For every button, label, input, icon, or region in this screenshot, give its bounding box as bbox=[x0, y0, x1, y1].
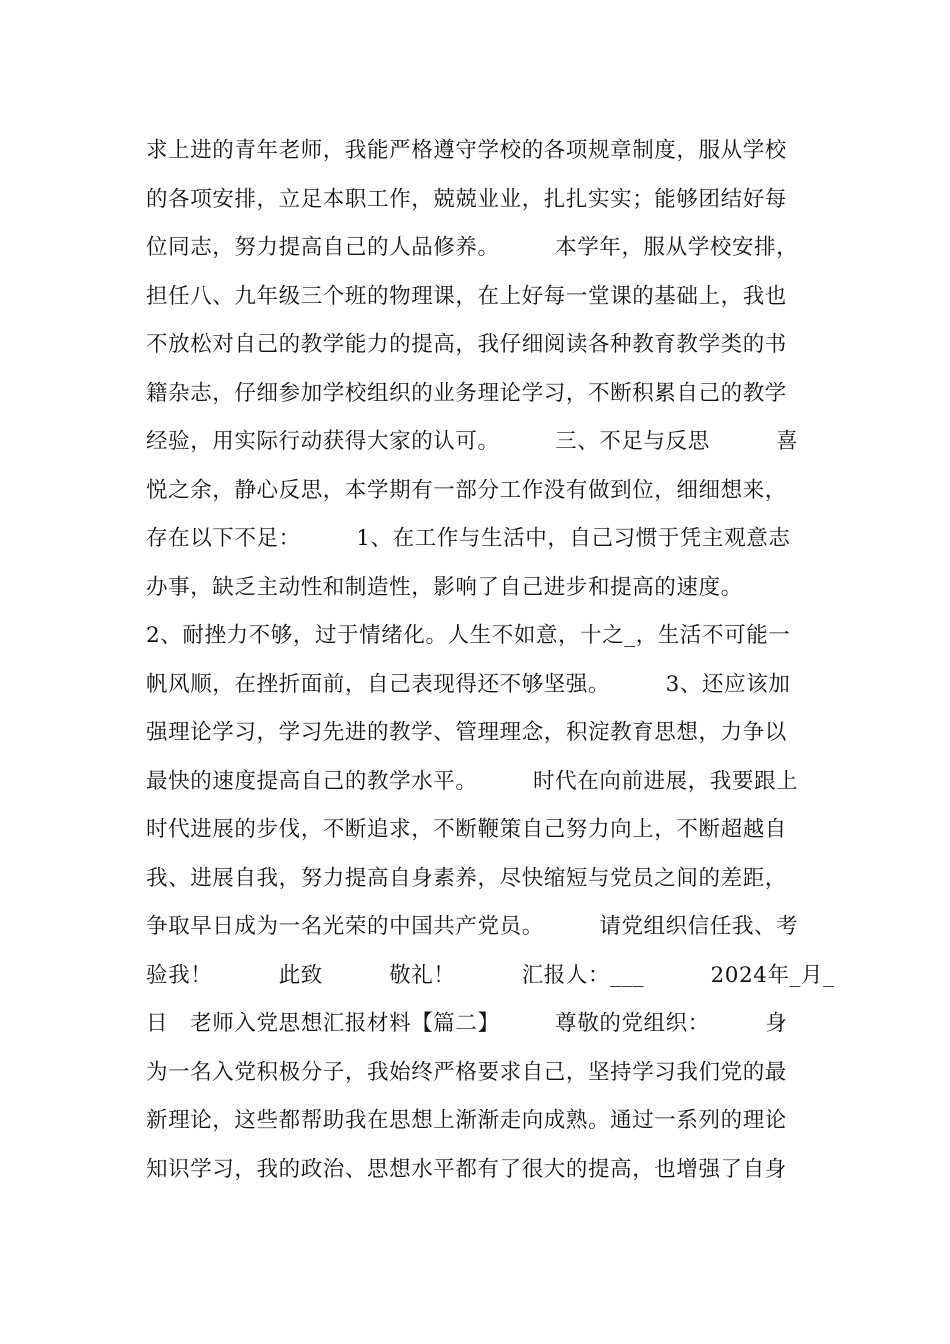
text-line: 求上进的青年老师，我能严格遵守学校的各项规章制度，服从学校 bbox=[146, 138, 787, 163]
text-line: 知识学习，我的政治、思想水平都有了很大的提高，也增强了自身 bbox=[146, 1157, 787, 1182]
text-line: 为一名入党积极分子，我始终严格要求自己，坚持学习我们党的最 bbox=[146, 1060, 787, 1085]
text-line: 强理论学习，学习先进的教学、管理理念，积淀教育思想，力争以 bbox=[146, 720, 787, 745]
text-line: 经验，用实际行动获得大家的认可。 三、不足与反思 喜 bbox=[146, 429, 799, 454]
text-line: 存在以下不足： 1、在工作与生活中，自己习惯于凭主观意志 bbox=[146, 526, 791, 551]
text-line: 帆风顺，在挫折面前，自己表现得还不够坚强。 3、还应该加 bbox=[146, 672, 791, 697]
text-line: 最快的速度提高自己的教学水平。 时代在向前进展，我要跟上 bbox=[146, 769, 799, 794]
text-line: 时代进展的步伐，不断追求，不断鞭策自己努力向上，不断超越自 bbox=[146, 817, 787, 842]
text-line: 新理论，这些都帮助我在思想上渐渐走向成熟。通过一系列的理论 bbox=[146, 1108, 787, 1133]
text-line: 验我！ 此致 敬礼！ 汇报人：___ 2024年_月_ bbox=[146, 963, 835, 988]
text-line: 悦之余，静心反思，本学期有一部分工作没有做到位，细细想来， bbox=[146, 478, 787, 503]
text-line: 日 老师入党思想汇报材料【篇二】 尊敬的党组织： 身 bbox=[146, 1011, 788, 1036]
text-line: 争取早日成为一名光荣的中国共产党员。 请党组织信任我、考 bbox=[146, 914, 799, 939]
text-line: 2、耐挫力不够，过于情绪化。人生不如意，十之_，生活不可能一 bbox=[146, 623, 791, 648]
text-line: 办事，缺乏主动性和制造性，影响了自己进步和提高的速度。 bbox=[146, 575, 743, 600]
text-line: 位同志，努力提高自己的人品修养。 本学年，服从学校安排， bbox=[146, 235, 799, 260]
text-line: 籍杂志，仔细参加学校组织的业务理论学习，不断积累自己的教学 bbox=[146, 381, 787, 406]
text-line: 的各项安排，立足本职工作，兢兢业业，扎扎实实；能够团结好每 bbox=[146, 187, 787, 212]
text-line: 我、进展自我，努力提高自身素养，尽快缩短与党员之间的差距， bbox=[146, 866, 787, 891]
text-line: 不放松对自己的教学能力的提高，我仔细阅读各种教育教学类的书 bbox=[146, 332, 787, 357]
text-line: 担任八、九年级三个班的物理课，在上好每一堂课的基础上，我也 bbox=[146, 284, 787, 309]
